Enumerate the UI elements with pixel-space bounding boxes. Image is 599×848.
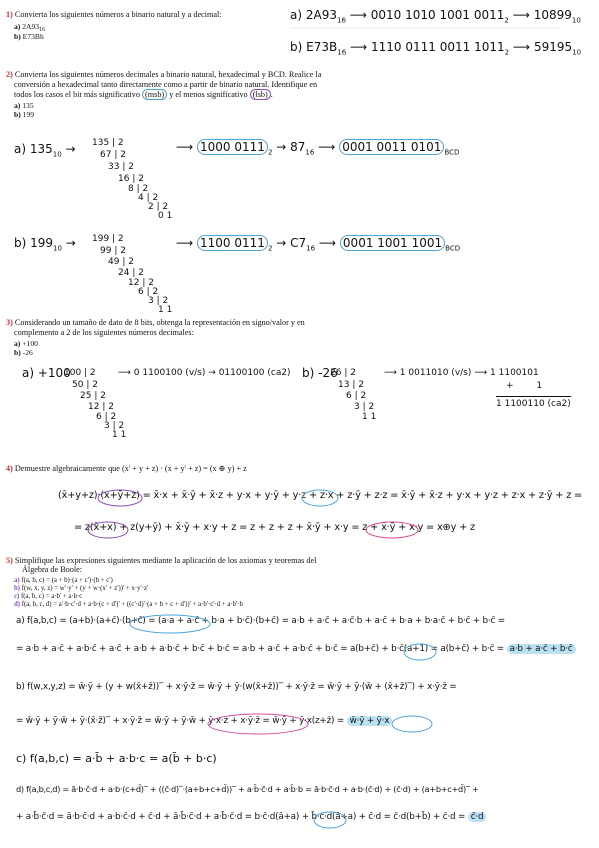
q1-answer-b-label: b) (290, 40, 303, 54)
q4-text: Demuestre algebraicamente que (x' + y + z) · (x + y' + z) = (x ⊕ y) + z (14, 464, 247, 473)
arrow-icon: ⟶ (512, 8, 530, 22)
q2a-division-6: 2 | 2 (148, 202, 169, 212)
arrow-icon: → (276, 236, 287, 250)
arrow-icon: ⟶ (318, 236, 337, 250)
q4-line2: = z(x̄+x) + z(y+ȳ) + x̄·ȳ + x·y + z = z + z + z + x̄·ȳ + x·y = z + x̄·ȳ + x·y = x⊕y + z (74, 522, 475, 533)
q3b-sign-value: 1 0011010 (v/s) (399, 368, 472, 378)
q1-item-b-label: b) (14, 32, 21, 41)
q3b-plus-sign: + (506, 381, 514, 391)
q2-item-a-value: 135 (22, 101, 34, 110)
q1-answer-b-decimal: 59195 (533, 40, 573, 54)
q3a-division-1: 50 | 2 (72, 380, 98, 390)
q5b-circle-blue (392, 716, 432, 732)
q1-answer-a-label: a) (290, 8, 303, 22)
q2b-binary: 1100 0111 (197, 235, 268, 251)
q1-answer-a-lhs-base: 16 (337, 16, 346, 25)
q1-item-a-label: a) (14, 22, 21, 31)
q2-item-a-label: a) (14, 101, 21, 110)
q2-text-line2: conversión a hexadecimal tanto directamente como a partir de binario natural. Identifique en (14, 80, 318, 89)
q2-item-b-value: 199 (22, 110, 35, 119)
q2a-lhs-value: a) 135 (14, 142, 53, 156)
q2b-results (176, 236, 460, 252)
q3a-sign-value: 0 1100100 (v/s) (133, 368, 206, 378)
q4-number: 4) (6, 464, 13, 473)
q3b-result (384, 368, 539, 378)
q1-answer-b (290, 40, 581, 56)
q5b-line2-text: = w̄·ȳ + ȳ·w̄ + ȳ·(x̄·z̄)‾ + x·ȳ·z̄ = w̄·ȳ + ȳ·w̄ + ȳ·x·z + x·ȳ·z̄ = w̄·ȳ + ȳ·x(z+z̄) = (16, 716, 345, 726)
q2a-lhs (14, 142, 76, 158)
q2b-lhs-base: 10 (53, 244, 62, 253)
q3b-division-3: 3 | 2 (354, 402, 375, 412)
q1-answer-a (290, 8, 581, 24)
q1-item-b (14, 32, 44, 41)
q2-text-line3-c: . (270, 90, 273, 99)
arrow-icon: ⟶ (349, 8, 367, 22)
q1-answer-a-dec-base: 10 (571, 16, 581, 25)
q2a-division-2: 33 | 2 (108, 162, 134, 172)
q2a-division-1: 67 | 2 (100, 150, 126, 160)
q5a-result: a·b + a·c̄ + b·c̄ (507, 644, 576, 654)
q5-text-line2: Álgebra de Boole: (22, 565, 83, 574)
q3-text-line1: Considerando un tamaño de dato de 8 bits, obtenga la representación en signo/valor y en (14, 318, 305, 327)
q3-number: 3) (6, 318, 13, 327)
q2b-division-5: 6 | 2 (138, 287, 159, 297)
q5-item-c-label: c) (14, 593, 20, 600)
q5-item-a-label: a) (14, 577, 20, 584)
q5-item-d-text: f(a, b, c, d) = a'·b·c'·d + a·b·(c + d')' + ((c'·d)'·(a + b + c + d'))' + a·b'·c'·d + a·b'·b (21, 601, 243, 608)
q2a-hex: 87 (290, 140, 306, 154)
arrow-icon: ⟶ (384, 368, 397, 378)
q3b-ca2: 1 1100110 (ca2) (496, 396, 571, 409)
q2b-binary-base: 2 (267, 244, 273, 253)
q2a-division-3: 16 | 2 (118, 174, 144, 184)
q2-text-line3-a: todos los casos el bit más significativo (14, 90, 140, 99)
q3a-division-0: 100 | 2 (64, 368, 96, 378)
q3a-lhs: a) +100 (22, 366, 71, 380)
q3b-division-2: 6 | 2 (346, 391, 367, 401)
q2b-bcd-base: BCD (445, 244, 461, 253)
q3b-division-1: 13 | 2 (338, 380, 364, 390)
q1-item-b-value: E73Bh (22, 32, 44, 41)
q2-text-line3-b: y el menos significativo (169, 90, 248, 99)
q5a-line2-text: = a·b + a·c̄ + a·b·c̄ + a·c̄ + a·b + a·b·c̄ + b·c̄ + b·c̄ = a·b + a·c̄ + a·b·c̄ + b·c̄ = a(b+c̄) + b·c̄(a+1) = a(b+c̄) + b·c̄ = (16, 644, 504, 654)
q3-item-b (14, 348, 33, 357)
q2-item-b-label: b) (14, 110, 21, 119)
q3a-ca2: 01100100 (ca2) (218, 368, 291, 378)
q2-item-b (14, 110, 34, 119)
q2a-bcd-base: BCD (444, 148, 460, 157)
q5-item-c-text: f(a, b, c) = a·b' + a·b·c (20, 593, 83, 600)
q3a-division-3: 12 | 2 (88, 402, 114, 412)
q3a-result (118, 368, 291, 378)
q2b-hex-base: 16 (306, 244, 316, 253)
q2-text-line3 (14, 90, 273, 100)
q3b-plus-one: 1 (536, 381, 543, 391)
q3-item-a (14, 339, 38, 348)
q1-answer-b-binary: 1110 0111 0011 1011 (371, 40, 505, 54)
q2b-lhs-value: b) 199 (14, 236, 54, 250)
q3b-inverted: 1 1100101 (490, 368, 539, 378)
q3b-division-4: 1 1 (362, 412, 377, 422)
q3a-division-6: 1 1 (112, 430, 127, 440)
arrow-icon: ⟶ (349, 40, 368, 54)
arrow-icon: ⟶ (318, 140, 336, 154)
q3-title (6, 318, 305, 328)
arrow-icon: → (65, 236, 76, 250)
q5d-line2-text: + a·b̄·c̄·d = ā·b·c̄·d + a·b·c̄·d + c̄·d + ā·b̄·c̄·d + a·b̄·c̄·d = b·c̄·d(ā+a) + b̄·c̄·d(ā+a) + c̄·d = c̄·d(b+b̄) + c̄·d = (16, 812, 466, 822)
q3-item-b-value: -26 (22, 348, 33, 357)
q3a-division-5: 3 | 2 (104, 421, 125, 431)
arrow-icon: → (65, 142, 76, 156)
q5d-line2 (16, 812, 486, 822)
q3b-lhs: b) -26 (302, 366, 338, 380)
q5b-line2 (16, 716, 392, 726)
q5-item-d-label: d) (14, 601, 21, 608)
q2b-division-1: 99 | 2 (100, 246, 126, 256)
q2a-division-7: 0 1 (158, 211, 173, 221)
q2-item-a (14, 101, 34, 110)
q5a-line2 (16, 644, 576, 654)
q5-item-b-text: f(w, x, y, z) = w'·y' + (y + w·(x' + z'))' + x·y'·z' (21, 585, 149, 592)
q1-answer-a-binary: 0010 1010 1001 0011 (370, 8, 505, 22)
q1-number: 1) (6, 10, 13, 19)
q2b-bcd: 0001 1001 1001 (340, 235, 445, 251)
q3-item-b-label: b) (14, 348, 21, 357)
q2b-division-6: 3 | 2 (148, 296, 169, 306)
q5a-line1: a) f(a,b,c) = (a+b)·(a+c̄)·(b+c̄) = (a·a + a·c̄ + b·a + b·c̄)·(b+c̄) = a·b + a·c̄ + a·c̄·b + a·c̄ + b·a + b·a·c̄ + b·c̄ + b·c̄ = (16, 616, 505, 626)
q2b-lhs (14, 236, 76, 252)
q2-title (6, 70, 321, 80)
q4-line1: (x̄+y+z)·(x+ȳ+z) = x̄·x + x̄·ȳ + x̄·z + y·x + y·ȳ + y·z + z·x + z·ȳ + z·z = x̄·ȳ + x̄·z + y·x + y·z + z·x + z·ȳ + z = (58, 490, 583, 501)
q5c-line1: c) f(a,b,c) = a·b̄ + a·b·c = a(b̄ + b·c) (16, 752, 217, 765)
q5d-line1: d) f(a,b,c,d) = ā·b·c̄·d + a·b·(c+d̄)‾ + ((c̄·d)‾·(a+b+c+d̄))‾ + a·b̄·c̄·d + a·b̄·b = ā·b·c̄·d + a·b·(c̄·d) + (c̄·d) + (a+b+c+d̄)‾ + (16, 784, 479, 794)
arrow-icon: → (208, 368, 216, 378)
arrow-icon: ⟶ (176, 236, 194, 250)
q5b-line1: b) f(w,x,y,z) = w̄·ȳ + (y + w(x̄+z̄))‾ + x·ȳ·z̄ = w̄·ȳ + ȳ·(w(x̄+z̄))‾ + x·ȳ·z̄ = w̄·ȳ + ȳ·(w̄ + (x̄+z̄)‾) + x·ȳ·z̄ = (16, 682, 457, 692)
q1-answer-a-lhs: 2A93 (305, 8, 337, 22)
q1-title (6, 10, 222, 20)
arrow-icon: ⟶ (512, 40, 531, 54)
q5-text-line1: Simplifique las expresiones siguientes mediante la aplicación de los axiomas y teoremas del (14, 556, 317, 565)
q2a-division-5: 4 | 2 (138, 193, 159, 203)
q2b-division-4: 12 | 2 (128, 278, 154, 288)
q3b-plus (506, 381, 542, 391)
q3-item-a-value: +100 (22, 339, 38, 348)
msb-label: (msb) (142, 89, 167, 100)
q2a-bcd: 0001 0011 0101 (339, 139, 444, 155)
q1-answer-b-lhs-base: 16 (337, 48, 347, 57)
q1-item-a-value: 2A93 (22, 22, 40, 31)
q5-item-d (14, 600, 243, 609)
q5-number: 5) (6, 556, 13, 565)
q1-text: Convierta los siguientes números a binario natural y a decimal: (14, 10, 222, 19)
q4-title (6, 464, 247, 474)
q2b-division-7: 1 1 (158, 305, 173, 315)
q2a-division-4: 8 | 2 (128, 184, 149, 194)
lsb-label: (lsb) (250, 89, 271, 100)
q1-answer-a-bin-base: 2 (504, 16, 509, 25)
q2b-hex: C7 (290, 236, 307, 250)
q1-answer-b-lhs: E73B (306, 40, 338, 54)
q2b-division-2: 49 | 2 (108, 257, 134, 267)
q1-answer-a-decimal: 10899 (533, 8, 572, 22)
q1-item-a-base: 16 (39, 27, 46, 33)
q2b-division-3: 24 | 2 (118, 268, 144, 278)
q2a-division-0: 135 | 2 (92, 138, 124, 148)
q5d-result: c̄·d (468, 812, 487, 822)
q5-item-b-label: b) (14, 585, 21, 592)
q2a-lhs-base: 10 (52, 150, 62, 159)
q3-text-line2: complemento a 2 de los siguientes números decimales: (14, 328, 194, 337)
q2a-binary: 1000 0111 (197, 139, 268, 155)
q2a-hex-base: 16 (305, 148, 315, 157)
q1-answer-b-bin-base: 2 (504, 48, 510, 57)
q3a-division-2: 25 | 2 (80, 391, 106, 401)
arrow-icon: ⟶ (118, 368, 131, 378)
q5b-result: w̄·ȳ + ȳ·x (347, 716, 393, 726)
q5-item-a-text: f(a, b, c) = (a + b)·(a + c')·(b + c') (21, 577, 113, 584)
q2-number: 2) (6, 70, 13, 79)
q2-text-line1: Convierta los siguientes números decimales a binario natural, hexadecimal y BCD. Realice la (14, 70, 322, 79)
q3-item-a-label: a) (14, 339, 21, 348)
arrow-icon: ⟶ (474, 368, 488, 378)
q2b-division-0: 199 | 2 (92, 234, 124, 244)
q1-answer-b-dec-base: 10 (572, 48, 582, 57)
arrow-icon: → (276, 140, 287, 154)
arrow-icon: ⟶ (176, 140, 194, 154)
q2a-binary-base: 2 (267, 148, 273, 157)
q3a-division-4: 6 | 2 (96, 412, 117, 422)
q2a-results (176, 140, 459, 156)
q3b-division-0: 26 | 2 (330, 368, 356, 378)
